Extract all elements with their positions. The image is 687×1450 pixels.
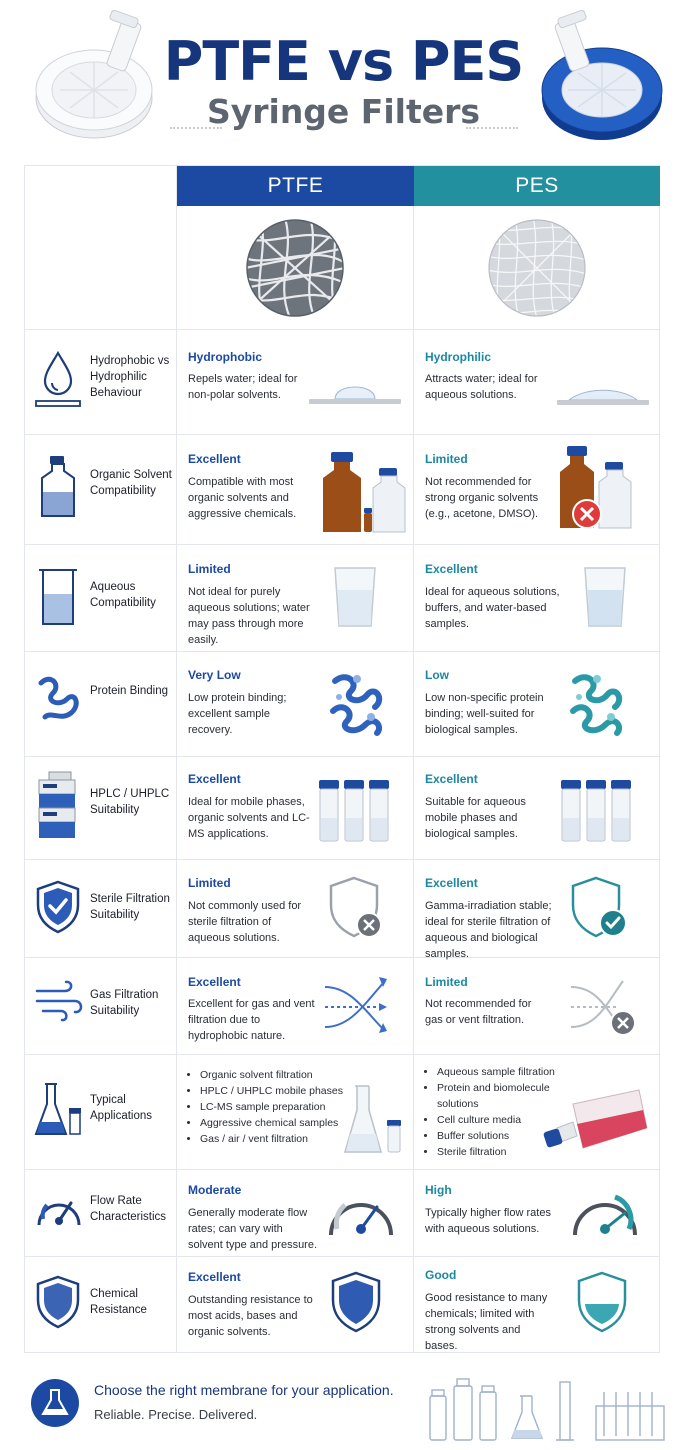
row-label: Typical Applications <box>90 1094 153 1122</box>
shield-recommended-image <box>569 875 631 941</box>
table-row <box>25 544 659 651</box>
row-label: Sterile Filtration Suitability <box>90 893 170 921</box>
column-header-pes: PES <box>414 166 660 206</box>
wind-icon <box>33 979 83 1023</box>
row-label: Organic Solvent Compatibility <box>90 469 172 497</box>
row-label: Hydrophobic vs Hydrophilic Behaviour <box>90 355 170 399</box>
row-label: Flow Rate Characteristics <box>90 1195 167 1223</box>
list-item: • Aggressive chemical samples <box>200 1115 360 1131</box>
footer-tagline: Reliable. Precise. Delivered. <box>94 1407 258 1422</box>
hplc-vials-image <box>317 778 391 844</box>
row-label: Protein Binding <box>90 685 168 697</box>
shield-icon <box>33 1274 83 1330</box>
header <box>0 0 687 165</box>
water-beaker-image <box>581 564 629 630</box>
table-row <box>25 329 659 434</box>
pes-description: Typically higher flow rates with aqueous solutions. <box>425 1207 551 1235</box>
hydrophilic-droplet-image <box>555 381 651 407</box>
ptfe-description: Outstanding resistance to most acids, bases and organic solvents. <box>188 1294 313 1338</box>
pes-description: Gamma-irradiation stable; ideal for sterile filtration of aqueous and biological samples. <box>425 900 552 960</box>
footer <box>0 1360 687 1450</box>
ptfe-rating: Limited <box>188 876 231 890</box>
ptfe-rating: Very Low <box>188 668 241 682</box>
pes-description: Not recommended for strong organic solvents (e.g., acetone, DMSO). <box>425 476 539 520</box>
ptfe-resistance-shield-image <box>329 1270 383 1334</box>
water-beaker-image <box>331 564 379 630</box>
list-item: • Organic solvent filtration <box>200 1067 360 1083</box>
ptfe-description: Low protein binding; excellent sample recovery. <box>188 692 287 736</box>
pes-rating: Excellent <box>425 876 478 890</box>
table-row <box>25 1169 659 1256</box>
pes-rating: Low <box>425 668 449 682</box>
footer-headline: Choose the right membrane for your application. <box>94 1382 394 1398</box>
pes-protein-image <box>565 667 631 737</box>
gas-flow-image <box>321 973 393 1039</box>
hplc-vials-image <box>559 778 633 844</box>
table-row <box>25 1054 659 1169</box>
ptfe-membrane-image <box>245 218 345 318</box>
ptfe-description: Excellent for gas and vent filtration due to hydrophobic nature. <box>188 998 315 1042</box>
list-item: • Cell culture media <box>437 1112 577 1128</box>
ptfe-description: Compatible with most organic solvents and aggressive chemicals. <box>188 476 297 520</box>
gas-flow-blocked-image <box>567 973 639 1039</box>
beaker-icon <box>33 566 83 628</box>
pes-rating: High <box>425 1183 452 1197</box>
pes-rating: Good <box>425 1268 457 1282</box>
ptfe-rating: Hydrophobic <box>188 350 262 364</box>
pes-membrane-image <box>487 218 587 318</box>
flask-icon <box>33 1080 85 1142</box>
lab-glassware-image <box>420 1376 670 1442</box>
list-item: • Aqueous sample filtration <box>437 1064 577 1080</box>
pes-description: Ideal for aqueous solutions, buffers, and water-based samples. <box>425 586 560 630</box>
divider-dots-left <box>170 127 222 129</box>
pes-rating: Limited <box>425 975 468 989</box>
divider-dots-right <box>466 127 518 129</box>
solvent-bottle-icon <box>33 454 83 520</box>
ptfe-rating: Excellent <box>188 1270 241 1284</box>
ptfe-description: Not ideal for purely aqueous solutions; water may pass through more easily. <box>188 586 310 646</box>
pes-description: Attracts water; ideal for aqueous solutions. <box>425 373 538 401</box>
list-item: • Buffer solutions <box>437 1128 577 1144</box>
row-label: HPLC / UHPLC Suitability <box>90 788 170 816</box>
table-row <box>25 1256 659 1352</box>
shield-not-recommended-image <box>327 875 387 941</box>
column-header-ptfe: PTFE <box>177 166 414 206</box>
pes-description: Low non-specific protein binding; well-suited for biological samples. <box>425 692 544 736</box>
list-item: • Sterile filtration <box>437 1144 577 1160</box>
ptfe-protein-image <box>325 667 389 737</box>
hplc-instrument-icon <box>37 770 77 842</box>
list-item: • Gas / air / vent filtration <box>200 1131 360 1147</box>
page-subtitle: Syringe Filters <box>206 92 481 131</box>
water-drop-icon <box>33 349 83 409</box>
flask-badge-icon <box>30 1378 80 1428</box>
ptfe-rating: Moderate <box>188 1183 242 1197</box>
table-row <box>25 756 659 859</box>
row-label: Aqueous Compatibility <box>90 581 156 609</box>
table-row <box>25 651 659 756</box>
pes-rating: Excellent <box>425 562 478 576</box>
comparison-table <box>24 165 660 1353</box>
pes-rating: Excellent <box>425 772 478 786</box>
page-title: PTFE vs PES <box>163 30 524 93</box>
high-flow-gauge-image <box>569 1183 641 1245</box>
pes-rating: Hydrophilic <box>425 350 492 364</box>
ptfe-description: Generally moderate flow rates; can vary with solvent type and pressure. <box>188 1207 318 1251</box>
table-row <box>25 434 659 544</box>
pes-description: Good resistance to many chemicals; limited with strong solvents and bases. <box>425 1292 548 1352</box>
ptfe-description: Repels water; ideal for non-polar solvents. <box>188 373 298 401</box>
ptfe-applications-list <box>188 1067 360 1147</box>
pes-description: Suitable for aqueous mobile phases and biological samples. <box>425 796 526 840</box>
moderate-flow-gauge-image <box>325 1183 397 1245</box>
gauge-icon <box>33 1187 85 1233</box>
ptfe-rating: Limited <box>188 562 231 576</box>
protein-icon <box>33 671 83 726</box>
ptfe-rating: Excellent <box>188 772 241 786</box>
ptfe-rating: Excellent <box>188 452 241 466</box>
pes-rating: Limited <box>425 452 468 466</box>
table-row <box>25 859 659 960</box>
list-item: • Protein and biomolecule solutions <box>437 1080 577 1112</box>
row-label: Chemical Resistance <box>90 1288 147 1316</box>
list-item: • LC-MS sample preparation <box>200 1099 360 1115</box>
flask-and-bottle-image <box>343 1082 405 1158</box>
hydrophobic-droplet-image <box>307 373 403 407</box>
ptfe-description: Ideal for mobile phases, organic solvents and LC-MS applications. <box>188 796 310 840</box>
row-label: Gas Filtration Suitability <box>90 989 159 1017</box>
table-row <box>25 957 659 1054</box>
ptfe-description: Not commonly used for sterile filtration of aqueous solutions. <box>188 900 302 944</box>
solvent-bottles-image <box>319 448 409 536</box>
cell-culture-flask-image <box>543 1084 649 1160</box>
shield-check-icon <box>33 879 83 935</box>
list-item: • HPLC / UHPLC mobile phases <box>200 1083 360 1099</box>
incompatible-bottles-image <box>557 442 637 534</box>
pes-resistance-shield-image <box>575 1270 629 1334</box>
ptfe-rating: Excellent <box>188 975 241 989</box>
pes-description: Not recommended for gas or vent filtration. <box>425 998 532 1026</box>
